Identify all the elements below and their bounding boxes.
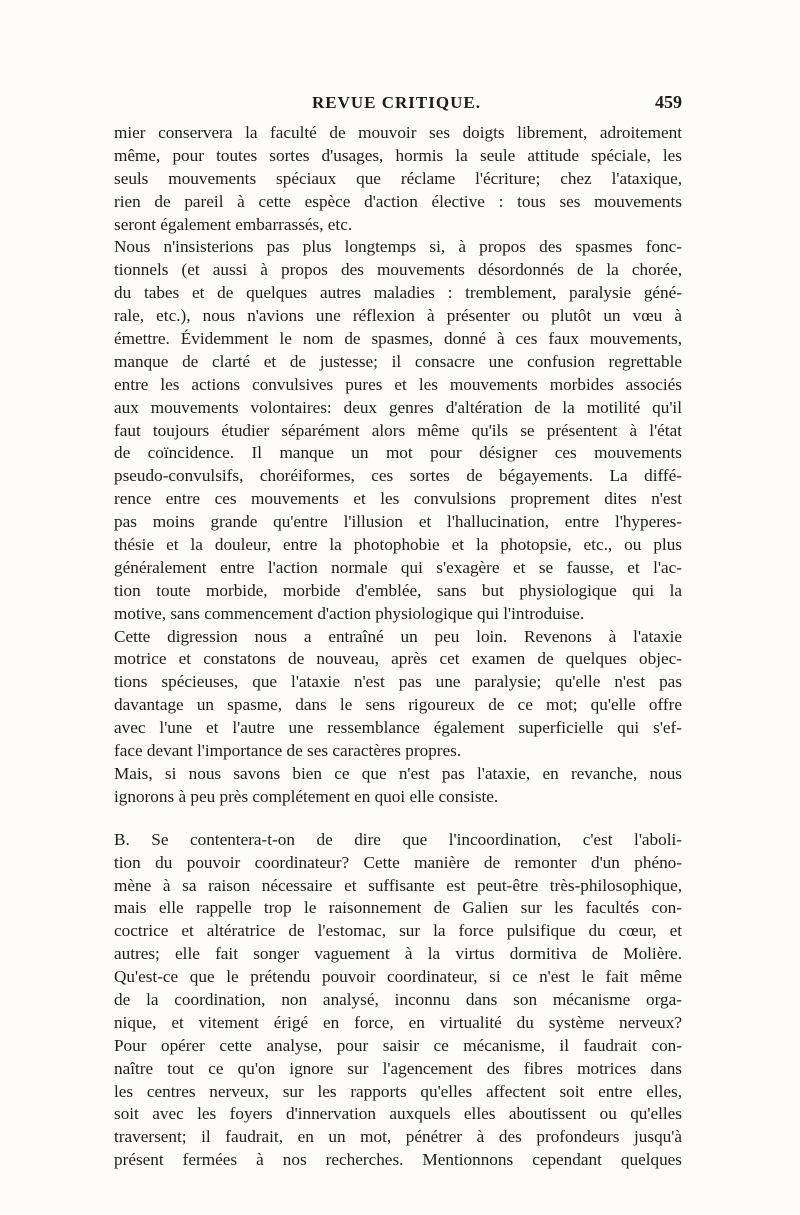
text-line: naître tout ce qu'on ignore sur l'agencement des fibres motrices dans <box>114 1058 682 1078</box>
text-line: ignorons à peu près complétement en quoi elle consiste. <box>114 786 499 806</box>
text-line: Mais, si nous savons bien ce que n'est pas l'ataxie, en revanche, nous <box>114 763 682 783</box>
text-line: généralement entre l'action normale qui s'exagère et se fausse, et l'ac- <box>114 557 682 577</box>
section-gap <box>114 809 682 829</box>
text-line: seront également embarrassés, etc. <box>114 214 353 234</box>
text-line: seuls mouvements spéciaux que réclame l'écriture; chez l'ataxique, <box>114 168 682 188</box>
text-line: tions spécieuses, que l'ataxie n'est pas une paralysie; qu'elle n'est pas <box>114 672 682 692</box>
page-header <box>114 92 682 120</box>
text-line: soit avec les foyers d'innervation auxquels elles aboutissent ou qu'elles <box>114 1104 682 1124</box>
text-line: thésie et la douleur, entre la photophobie et la photopsie, etc., ou plus <box>114 535 682 555</box>
text-line: rale, etc.), nous n'avions une réflexion à présenter ou plutôt un vœu à <box>114 306 682 326</box>
text-line: aux mouvements volontaires: deux genres d'altération de la motilité qu'il <box>114 397 682 417</box>
body-text <box>114 122 682 1172</box>
text-line: tion toute morbide, morbide d'emblée, sans but physiologique qui la <box>114 580 682 600</box>
text-line: manque de clarté et de justesse; il consacre une confusion regrettable <box>114 351 682 371</box>
text-line: davantage un spasme, dans le sens rigoureux de ce mot; qu'elle offre <box>114 695 682 715</box>
text-line: tion du pouvoir coordinateur? Cette manière de remonter d'un phéno- <box>114 852 682 872</box>
text-line: Qu'est-ce que le prétendu pouvoir coordinateur, si ce n'est le fait même <box>114 967 682 987</box>
text-line: du tabes et de quelques autres maladies : tremblement, paralysie géné- <box>114 283 682 303</box>
text-line: mais elle rappelle trop le raisonnement de Galien sur les facultés con- <box>114 898 682 918</box>
text-line: face devant l'importance de ses caractères propres. <box>114 741 462 761</box>
text-line: mier conservera la faculté de mouvoir ses doigts librement, adroitement <box>114 123 682 142</box>
text-line: mène à sa raison nécessaire et suffisante est peut-être très-philosophique, <box>114 875 682 895</box>
text-line: entre les actions convulsives pures et les mouvements morbides associés <box>114 374 682 394</box>
text-line: motive, sans commencement d'action physiologique qui l'introduise. <box>114 603 585 623</box>
text-line: tionnels (et aussi à propos des mouvements désordonnés de la chorée, <box>114 260 682 280</box>
text-line: nique, et vitement érigé en force, en virtualité du système nerveux? <box>114 1012 682 1032</box>
text-line: même, pour toutes sortes d'usages, hormis la seule attitude spéciale, les <box>114 145 682 165</box>
text-line: de la coordination, non analysé, inconnu dans son mécanisme orga- <box>114 989 682 1009</box>
text-line: émettre. Évidemment le nom de spasmes, donné à ces faux mouvements, <box>114 329 682 349</box>
text-line: Cette digression nous a entraîné un peu loin. Revenons à l'ataxie <box>114 626 682 646</box>
text-line: de coïncidence. Il manque un mot pour désigner ces mouvements <box>114 443 682 463</box>
text-line: autres; elle fait songer vaguement à la virtus dormitiva de Molière. <box>114 944 682 964</box>
text-line: Pour opérer cette analyse, pour saisir ce mécanisme, il faudrait con- <box>114 1035 682 1055</box>
text-line: pas moins grande qu'entre l'illusion et l'hallucination, entre l'hyperes- <box>114 512 682 532</box>
text-line: avec l'une et l'autre une ressemblance également superficielle qui s'ef- <box>114 718 682 738</box>
text-line: les centres nerveux, sur les rapports qu'elles affectent soit entre elles, <box>114 1081 682 1101</box>
text-line: motrice et constatons de nouveau, après cet examen de quelques objec- <box>114 649 682 669</box>
text-line: faut toujours étudier séparément alors même qu'ils se présentent à l'état <box>114 420 682 440</box>
text-line: pseudo-convulsifs, choréiformes, ces sortes de bégayements. La diffé- <box>114 466 682 486</box>
text-line: Nous n'insisterions pas plus longtemps si, à propos des spasmes fonc- <box>114 237 682 257</box>
text-line: présent fermées à nos recherches. Mentionnons cependant quelques <box>114 1150 682 1170</box>
text-line: coctrice et altératrice de l'estomac, sur la force pulsifique du cœur, et <box>114 921 682 941</box>
text-line: rence entre ces mouvements et les convulsions proprement dites n'est <box>114 489 682 509</box>
page-number: 459 <box>655 92 682 112</box>
text-line: rien de pareil à cette espèce d'action élective : tous ses mouvements <box>114 191 682 211</box>
text-line: B. Se contentera-t-on de dire que l'incoordination, c'est l'aboli- <box>114 829 682 849</box>
text-line: traversent; il faudrait, en un mot, pénétrer à des profondeurs jusqu'à <box>114 1127 682 1147</box>
running-title: REVUE CRITIQUE. <box>312 93 481 112</box>
